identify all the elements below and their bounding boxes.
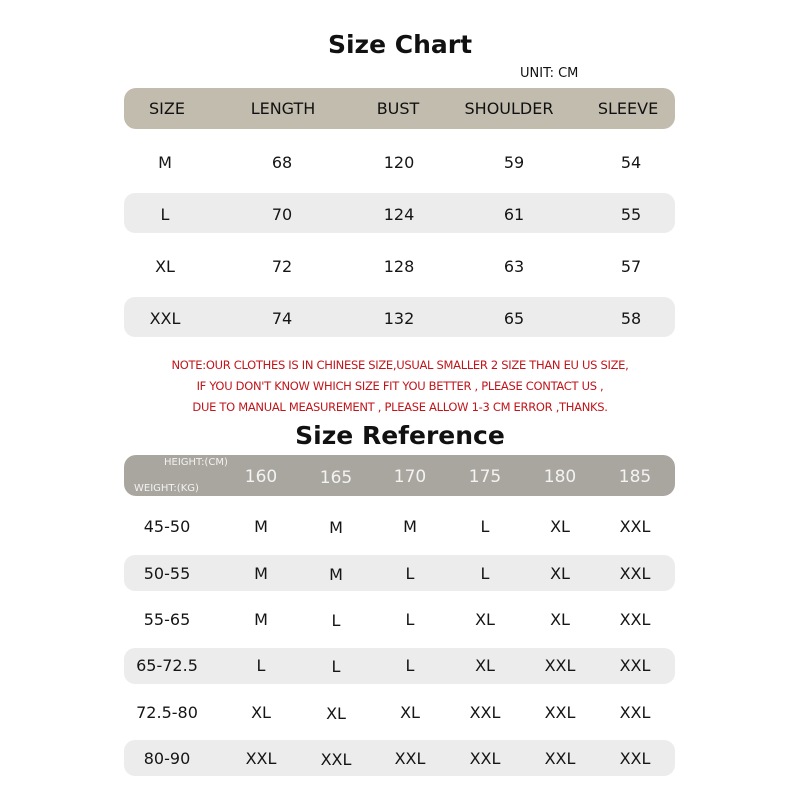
size-cell: M [254, 517, 268, 536]
size-cell: L [405, 564, 415, 583]
table-cell: 74 [271, 309, 293, 328]
weight-label: WEIGHT:(KG) [134, 483, 199, 494]
note-line: DUE TO MANUAL MEASUREMENT , PLEASE ALLOW 1-3 CM ERROR ,THANKS. [192, 400, 608, 414]
stripe-row [124, 648, 675, 684]
table-cell: XL [155, 257, 175, 276]
size-cell: L [405, 656, 415, 675]
height-header: 160 [244, 467, 278, 487]
column-header: SIZE [149, 99, 185, 118]
size-cell: XXL [619, 656, 651, 675]
size-cell: XL [550, 517, 570, 536]
table-cell: 124 [383, 205, 415, 224]
table-cell: XXL [149, 309, 181, 328]
size-reference-title: Size Reference [295, 421, 505, 450]
size-cell: M [254, 610, 268, 629]
size-cell: XXL [544, 749, 576, 768]
height-header: 185 [618, 467, 652, 487]
table-cell: 128 [383, 257, 415, 276]
unit-label: UNIT: CM [520, 66, 579, 81]
size-cell: XXL [245, 749, 277, 768]
size-cell: L [480, 517, 490, 536]
table-cell: L [160, 205, 170, 224]
table-cell: 54 [620, 153, 642, 172]
size-chart-title: Size Chart [327, 30, 473, 59]
table-cell: 132 [383, 309, 415, 328]
size-cell: L [331, 657, 341, 676]
table-cell: M [158, 153, 172, 172]
weight-cell: 80-90 [143, 749, 191, 768]
size-cell: M [329, 518, 343, 537]
size-cell: XXL [619, 749, 651, 768]
weight-cell: 45-50 [143, 517, 191, 536]
table-cell: 63 [503, 257, 525, 276]
table-cell: 61 [503, 205, 525, 224]
table-cell: 70 [271, 205, 293, 224]
note-line: IF YOU DON'T KNOW WHICH SIZE FIT YOU BETTER , PLEASE CONTACT US , [196, 379, 604, 393]
size-cell: XXL [619, 517, 651, 536]
table-cell: 72 [271, 257, 293, 276]
size-cell: XXL [619, 703, 651, 722]
size-cell: XL [550, 610, 570, 629]
height-label: HEIGHT:(CM) [164, 457, 228, 468]
weight-cell: 50-55 [143, 564, 191, 583]
size-cell: XXL [394, 749, 426, 768]
size-cell: XL [326, 704, 346, 723]
size-cell: XXL [320, 750, 352, 769]
size-cell: M [329, 565, 343, 584]
column-header: SHOULDER [464, 99, 554, 118]
size-cell: XXL [619, 610, 651, 629]
size-cell: L [480, 564, 490, 583]
table-cell: 68 [271, 153, 293, 172]
size-cell: M [254, 564, 268, 583]
column-header: SLEEVE [597, 99, 659, 118]
column-header: LENGTH [250, 99, 316, 118]
table-cell: 58 [620, 309, 642, 328]
size-cell: XXL [469, 749, 501, 768]
size-cell: XXL [544, 703, 576, 722]
size-cell: XXL [544, 656, 576, 675]
stripe-row [124, 555, 675, 591]
size-cell: XL [475, 610, 495, 629]
table-cell: 55 [620, 205, 642, 224]
table-cell: 57 [620, 257, 642, 276]
height-header: 170 [393, 467, 427, 487]
size-cell: XXL [619, 564, 651, 583]
size-cell: XL [400, 703, 420, 722]
size-cell: XL [475, 656, 495, 675]
size-cell: XXL [469, 703, 501, 722]
table-cell: 120 [383, 153, 415, 172]
weight-cell: 55-65 [143, 610, 191, 629]
column-header: BUST [376, 99, 420, 118]
size-cell: L [331, 611, 341, 630]
height-header: 165 [319, 468, 353, 488]
size-cell: XL [251, 703, 271, 722]
weight-cell: 65-72.5 [136, 656, 198, 675]
table-cell: 65 [503, 309, 525, 328]
size-cell: L [256, 656, 266, 675]
height-header: 175 [468, 467, 502, 487]
note-line: NOTE:OUR CLOTHES IS IN CHINESE SIZE,USUAL SMALLER 2 SIZE THAN EU US SIZE, [171, 358, 629, 372]
table-cell: 59 [503, 153, 525, 172]
weight-cell: 72.5-80 [136, 703, 198, 722]
size-cell: M [403, 517, 417, 536]
height-header: 180 [543, 467, 577, 487]
size-cell: L [405, 610, 415, 629]
size-cell: XL [550, 564, 570, 583]
